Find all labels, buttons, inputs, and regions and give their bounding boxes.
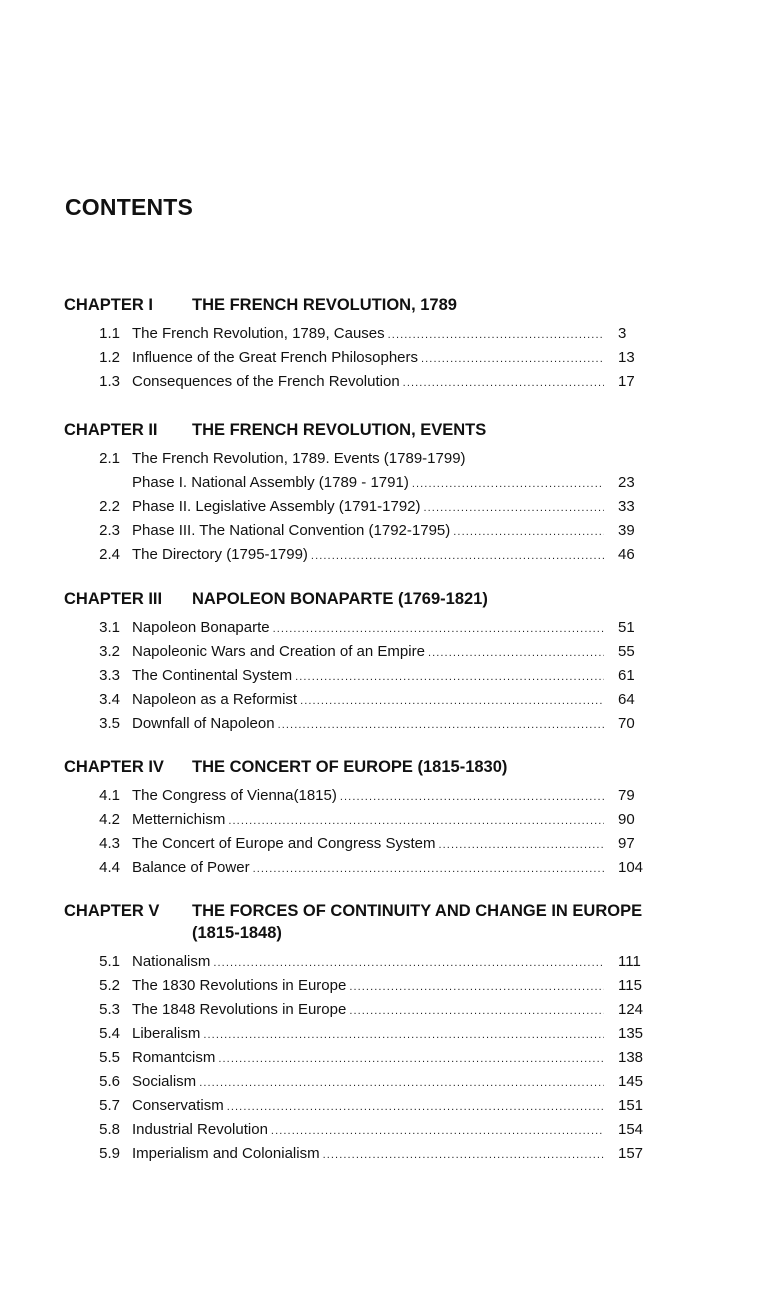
entry-number: 5.7 bbox=[99, 1097, 120, 1114]
entry-content bbox=[132, 640, 610, 665]
dot-leader bbox=[271, 1119, 604, 1143]
entry-list bbox=[64, 950, 654, 1166]
dot-leader bbox=[203, 1023, 604, 1047]
dot-leader bbox=[424, 496, 605, 520]
entry-number: 5.5 bbox=[99, 1049, 120, 1066]
entry-title: Downfall of Napoleon bbox=[132, 715, 275, 732]
chapter-title: THE FRENCH REVOLUTION, EVENTS bbox=[192, 421, 487, 439]
chapter-heading bbox=[64, 756, 654, 778]
page-number: 138 bbox=[618, 1049, 644, 1066]
dot-leader bbox=[273, 617, 604, 641]
entry-content bbox=[132, 950, 610, 975]
page-number: 46 bbox=[618, 546, 635, 563]
page-number: 90 bbox=[618, 811, 635, 828]
toc-entry[interactable] bbox=[64, 370, 654, 394]
toc-entry[interactable] bbox=[64, 447, 654, 471]
entry-content bbox=[132, 832, 610, 857]
entry-number: 1.2 bbox=[99, 349, 120, 366]
entry-content bbox=[132, 1142, 610, 1167]
entry-title: The Directory (1795-1799) bbox=[132, 546, 308, 563]
chapter-heading bbox=[64, 588, 654, 610]
chapter-number: CHAPTER I bbox=[64, 296, 153, 314]
entry-number: 5.1 bbox=[99, 953, 120, 970]
toc-entry[interactable] bbox=[64, 640, 654, 664]
toc-entry[interactable] bbox=[64, 346, 654, 370]
page-number: 64 bbox=[618, 691, 635, 708]
entry-content bbox=[132, 543, 610, 568]
toc-entry[interactable] bbox=[64, 998, 654, 1022]
dot-leader bbox=[323, 1143, 604, 1167]
chapter-number: CHAPTER III bbox=[64, 590, 163, 608]
toc-entry[interactable] bbox=[64, 974, 654, 998]
dot-leader bbox=[253, 857, 604, 881]
page-number: 55 bbox=[618, 643, 635, 660]
entry-title: Consequences of the French Revolution bbox=[132, 373, 400, 390]
entry-content bbox=[132, 322, 610, 347]
entry-content bbox=[132, 1022, 610, 1047]
entry-content bbox=[132, 370, 610, 395]
toc-entry[interactable] bbox=[64, 832, 654, 856]
page-number: 135 bbox=[618, 1025, 644, 1042]
page-number: 157 bbox=[618, 1145, 644, 1162]
page-number: 124 bbox=[618, 1001, 644, 1018]
entry-title: Socialism bbox=[132, 1073, 197, 1090]
chapter-title: NAPOLEON BONAPARTE (1769-1821) bbox=[192, 590, 488, 608]
entry-number: 5.2 bbox=[99, 977, 120, 994]
entry-content bbox=[132, 447, 610, 471]
dot-leader bbox=[349, 975, 604, 999]
entry-title: Phase III. The National Convention (1792-1795) bbox=[132, 522, 451, 539]
entry-number: 4.1 bbox=[99, 787, 120, 804]
chapter-heading bbox=[64, 419, 654, 441]
chapter-section bbox=[64, 419, 654, 567]
page-number: 17 bbox=[618, 373, 635, 390]
entry-number: 4.2 bbox=[99, 811, 120, 828]
dot-leader bbox=[349, 999, 604, 1023]
toc-entry[interactable] bbox=[64, 784, 654, 808]
toc-entry[interactable] bbox=[64, 950, 654, 974]
entry-title: The Concert of Europe and Congress System bbox=[132, 835, 436, 852]
entry-content bbox=[132, 519, 610, 544]
dot-leader bbox=[295, 665, 604, 689]
page-number: 61 bbox=[618, 667, 635, 684]
entry-number: 1.1 bbox=[99, 325, 120, 342]
page-number: 97 bbox=[618, 835, 635, 852]
toc-entry[interactable] bbox=[64, 808, 654, 832]
entry-list bbox=[64, 447, 654, 567]
entry-title: Phase II. Legislative Assembly (1791-1792) bbox=[132, 498, 421, 515]
entry-number: 3.5 bbox=[99, 715, 120, 732]
page-number: 23 bbox=[618, 474, 635, 491]
entry-content bbox=[132, 974, 610, 999]
entry-number: 4.3 bbox=[99, 835, 120, 852]
dot-leader bbox=[300, 689, 604, 713]
chapter-title: THE FRENCH REVOLUTION, 1789 bbox=[192, 296, 457, 314]
toc-entry[interactable] bbox=[64, 1142, 654, 1166]
entry-number: 3.1 bbox=[99, 619, 120, 636]
page-number: 33 bbox=[618, 498, 635, 515]
entry-title: Imperialism and Colonialism bbox=[132, 1145, 320, 1162]
page-number: 3 bbox=[618, 325, 627, 342]
chapter-heading bbox=[64, 900, 654, 944]
entry-title: Nationalism bbox=[132, 953, 211, 970]
dot-leader bbox=[428, 641, 604, 665]
dot-leader bbox=[388, 323, 604, 347]
page-number: 104 bbox=[618, 859, 644, 876]
page-number: 154 bbox=[618, 1121, 644, 1138]
chapter-number: CHAPTER V bbox=[64, 902, 160, 920]
chapter-section bbox=[64, 294, 654, 394]
toc-entry[interactable] bbox=[64, 664, 654, 688]
dot-leader bbox=[412, 472, 604, 496]
entry-title: Influence of the Great French Philosophers bbox=[132, 349, 418, 366]
chapter-number: CHAPTER II bbox=[64, 421, 158, 439]
dot-leader bbox=[439, 833, 605, 857]
entry-number: 3.3 bbox=[99, 667, 120, 684]
entry-content bbox=[132, 688, 610, 713]
page-number: 145 bbox=[618, 1073, 644, 1090]
entry-number: 4.4 bbox=[99, 859, 120, 876]
entry-content bbox=[132, 346, 610, 371]
entry-content bbox=[132, 495, 610, 520]
toc-entry[interactable] bbox=[64, 495, 654, 519]
dot-leader bbox=[199, 1071, 604, 1095]
entry-title: Liberalism bbox=[132, 1025, 201, 1042]
page-number: 79 bbox=[618, 787, 635, 804]
entry-content bbox=[132, 1094, 610, 1119]
dot-leader bbox=[228, 809, 604, 833]
entry-number: 5.4 bbox=[99, 1025, 120, 1042]
dot-leader bbox=[403, 371, 604, 395]
toc-entry[interactable] bbox=[64, 1022, 654, 1046]
entry-list bbox=[64, 616, 654, 736]
toc-entry[interactable] bbox=[64, 471, 654, 495]
entry-number: 2.1 bbox=[99, 450, 120, 467]
toc-entry[interactable] bbox=[64, 519, 654, 543]
entry-content bbox=[132, 784, 610, 809]
entry-content bbox=[132, 471, 610, 496]
page-number: 70 bbox=[618, 715, 635, 732]
toc-entry[interactable] bbox=[64, 1094, 654, 1118]
entry-number: 2.4 bbox=[99, 546, 120, 563]
toc-entry[interactable] bbox=[64, 856, 654, 880]
dot-leader bbox=[453, 520, 604, 544]
dot-leader bbox=[421, 347, 604, 371]
chapter-number: CHAPTER IV bbox=[64, 758, 164, 776]
entry-title: Napoleon as a Reformist bbox=[132, 691, 298, 708]
entry-title: Metternichism bbox=[132, 811, 226, 828]
toc-entry[interactable] bbox=[64, 322, 654, 346]
entry-title: Industrial Revolution bbox=[132, 1121, 268, 1138]
entry-content bbox=[132, 664, 610, 689]
dot-leader bbox=[278, 713, 604, 737]
entry-title: The Congress of Vienna(1815) bbox=[132, 787, 337, 804]
page-number: 13 bbox=[618, 349, 635, 366]
page-number: 151 bbox=[618, 1097, 644, 1114]
dot-leader bbox=[311, 544, 604, 568]
entry-list bbox=[64, 784, 654, 880]
entry-number: 5.3 bbox=[99, 1001, 120, 1018]
dot-leader bbox=[218, 1047, 604, 1071]
dot-leader bbox=[340, 785, 604, 809]
entry-content bbox=[132, 1118, 610, 1143]
chapter-title: THE CONCERT OF EUROPE (1815-1830) bbox=[192, 758, 508, 776]
entry-number: 2.3 bbox=[99, 522, 120, 539]
entry-title: Napoleonic Wars and Creation of an Empire bbox=[132, 643, 425, 660]
page-title: CONTENTS bbox=[65, 194, 194, 220]
entry-content bbox=[132, 998, 610, 1023]
entry-list bbox=[64, 322, 654, 394]
entry-title: Balance of Power bbox=[132, 859, 250, 876]
entry-title: The French Revolution, 1789, Causes bbox=[132, 325, 385, 342]
entry-content bbox=[132, 1070, 610, 1095]
entry-title: The French Revolution, 1789. Events (1789-1799) bbox=[132, 450, 466, 467]
dot-leader bbox=[213, 951, 604, 975]
toc-entry[interactable] bbox=[64, 1118, 654, 1142]
entry-content bbox=[132, 808, 610, 833]
entry-content bbox=[132, 712, 610, 737]
toc-entry[interactable] bbox=[64, 1070, 654, 1094]
entry-number: 1.3 bbox=[99, 373, 120, 390]
toc-entry[interactable] bbox=[64, 688, 654, 712]
entry-number: 5.8 bbox=[99, 1121, 120, 1138]
chapter-title: THE FORCES OF CONTINUITY AND CHANGE IN EUROPE (1815-1848) bbox=[192, 902, 643, 942]
entry-title: Phase I. National Assembly (1789 - 1791) bbox=[132, 474, 409, 491]
entry-content bbox=[132, 616, 610, 641]
toc-entry[interactable] bbox=[64, 543, 654, 567]
toc-entry[interactable] bbox=[64, 1046, 654, 1070]
page-number: 51 bbox=[618, 619, 635, 636]
entry-title: The Continental System bbox=[132, 667, 293, 684]
page-number: 115 bbox=[618, 977, 642, 994]
toc-entry[interactable] bbox=[64, 712, 654, 736]
chapter-section bbox=[64, 900, 654, 1166]
entry-number: 2.2 bbox=[99, 498, 120, 515]
entry-content bbox=[132, 856, 610, 881]
entry-content bbox=[132, 1046, 610, 1071]
entry-number: 5.6 bbox=[99, 1073, 120, 1090]
entry-number: 3.2 bbox=[99, 643, 120, 660]
entry-title: Romantcism bbox=[132, 1049, 216, 1066]
entry-title: Napoleon Bonaparte bbox=[132, 619, 270, 636]
chapter-section bbox=[64, 588, 654, 736]
entry-number: 5.9 bbox=[99, 1145, 120, 1162]
chapter-section bbox=[64, 756, 654, 880]
entry-title: The 1848 Revolutions in Europe bbox=[132, 1001, 347, 1018]
entry-number: 3.4 bbox=[99, 691, 120, 708]
toc-entry[interactable] bbox=[64, 616, 654, 640]
page-number: 111 bbox=[618, 953, 641, 970]
chapter-heading bbox=[64, 294, 654, 316]
entry-title: The 1830 Revolutions in Europe bbox=[132, 977, 347, 994]
entry-title: Conservatism bbox=[132, 1097, 224, 1114]
dot-leader bbox=[227, 1095, 604, 1119]
page-number: 39 bbox=[618, 522, 635, 539]
